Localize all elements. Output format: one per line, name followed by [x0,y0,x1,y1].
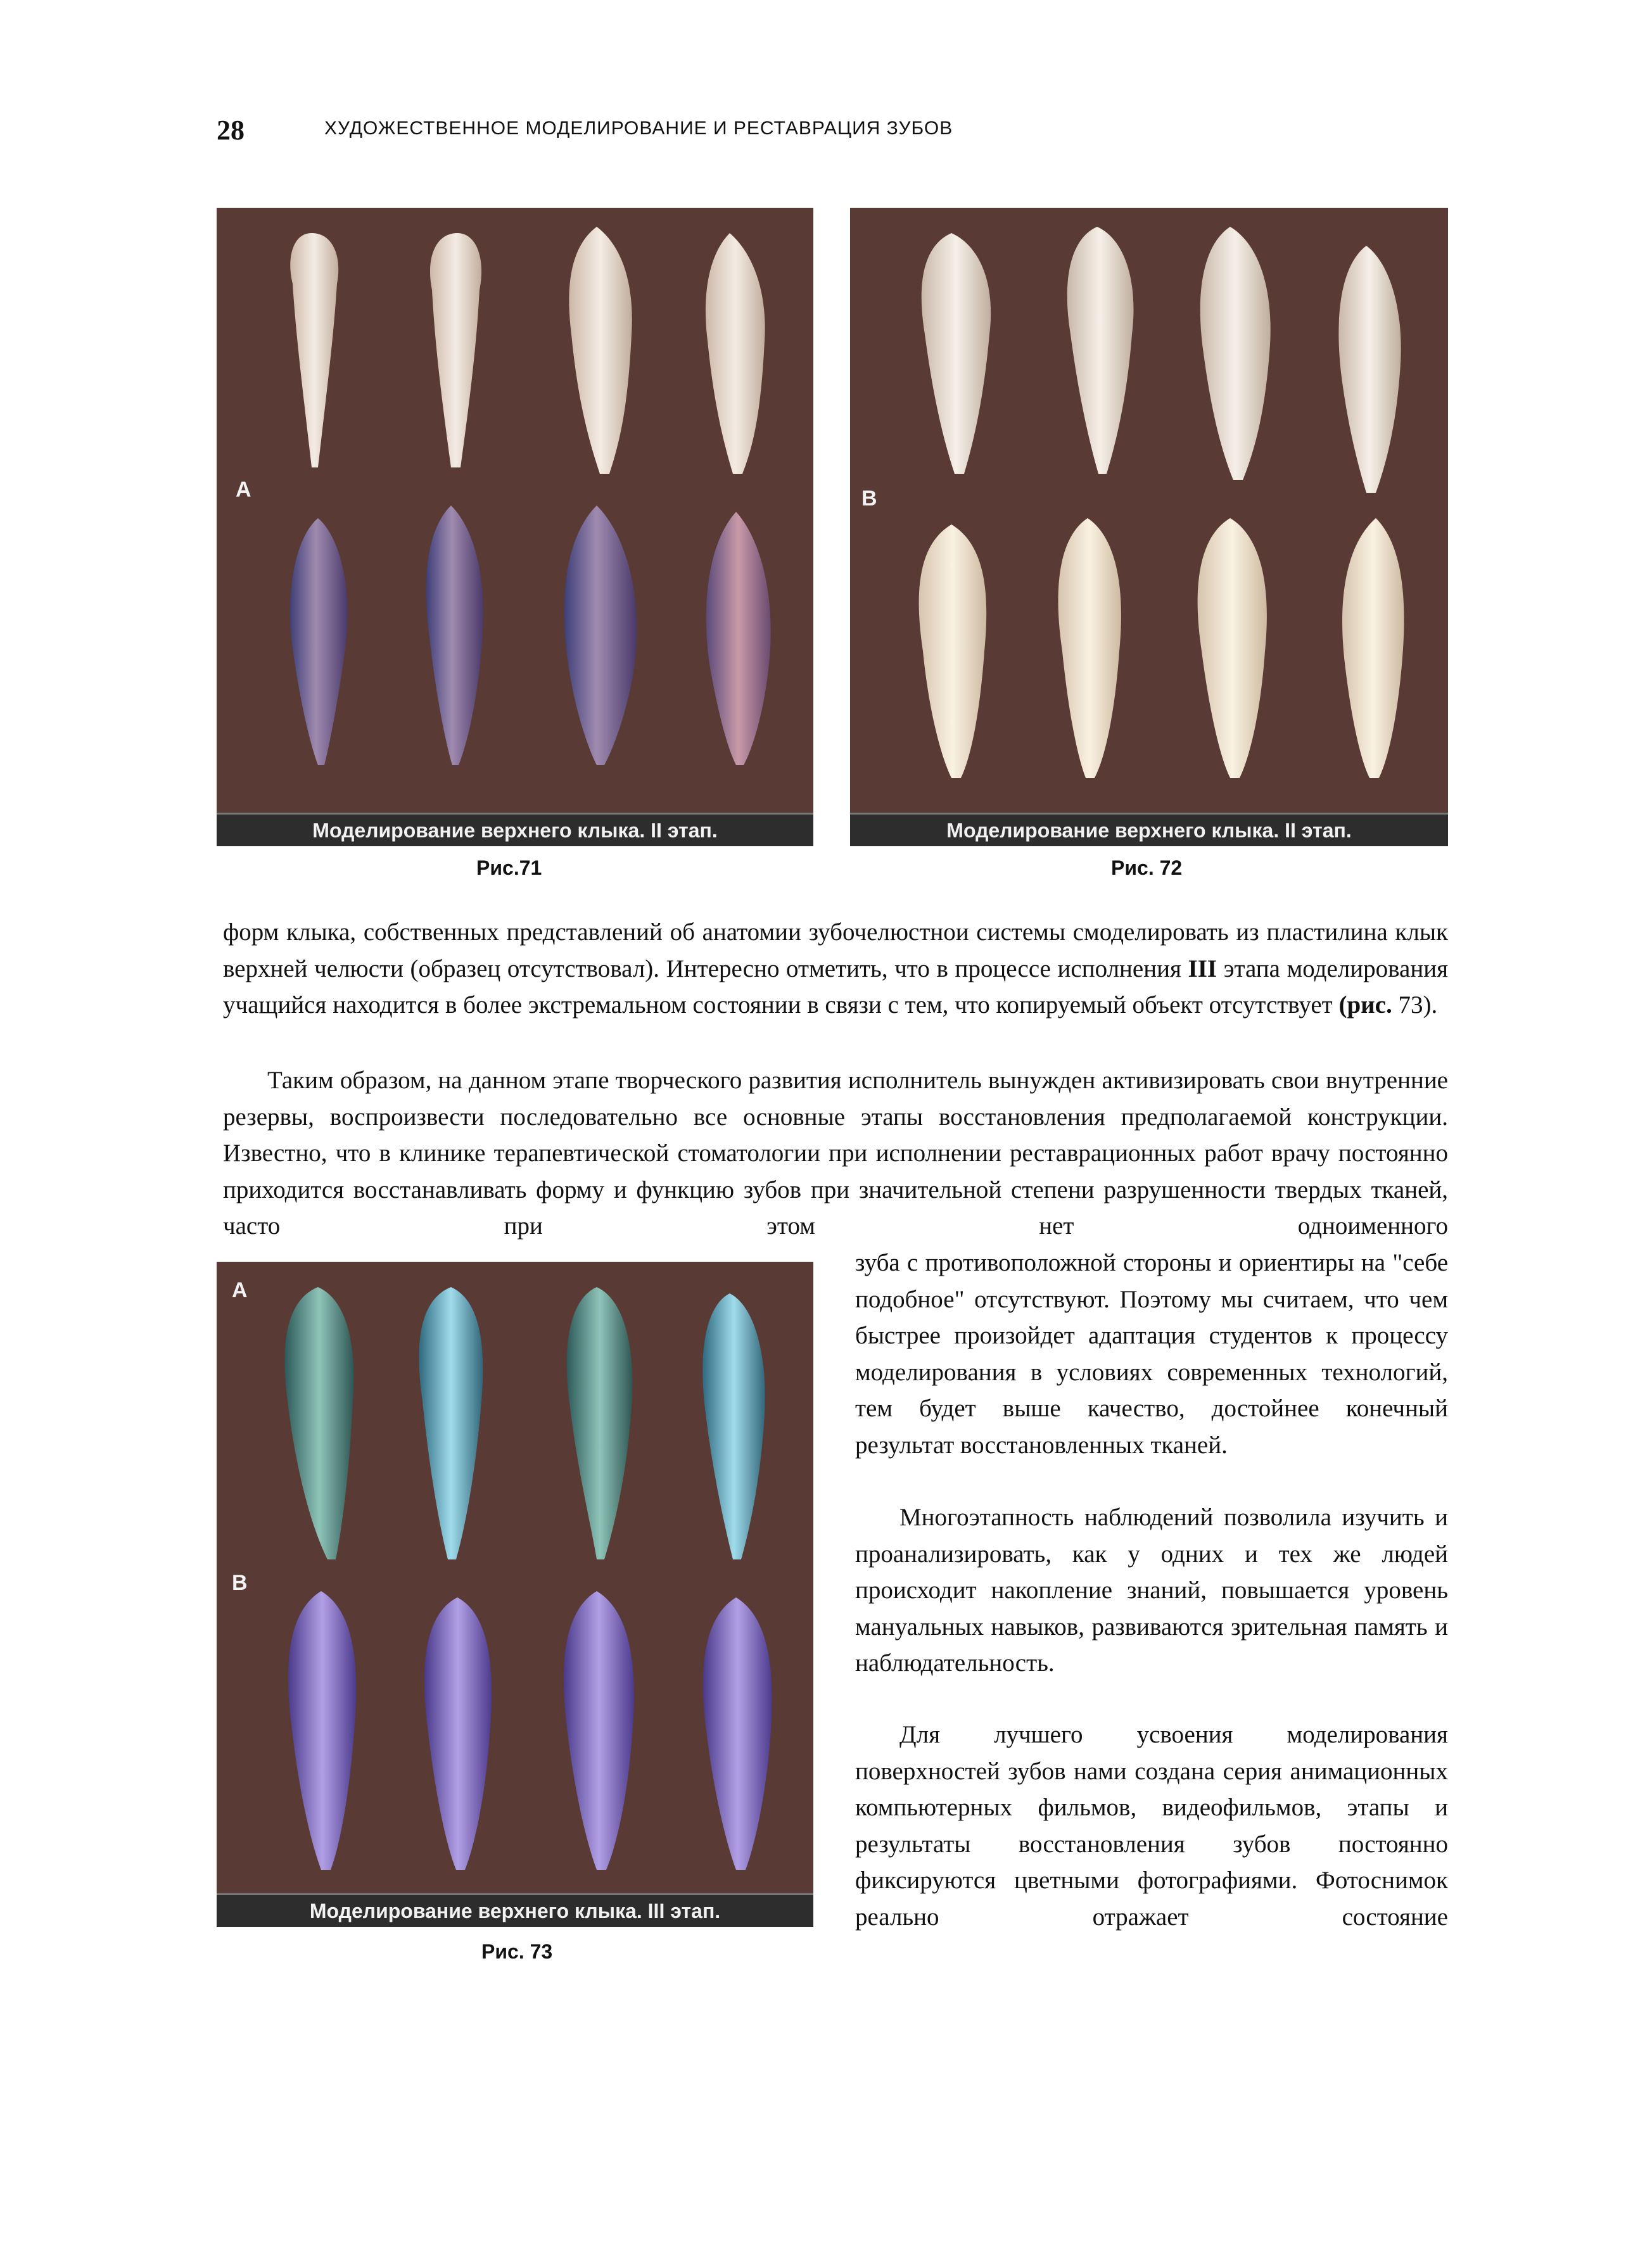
panel-label-a: А [236,478,251,502]
tooth-models-photo-71 [217,208,813,846]
panel-label-b: В [861,486,877,511]
figure-73-photo [217,1262,813,1927]
paragraph-1-bold: III [1188,955,1217,982]
figure-72-label: Рис. 72 [1111,856,1183,879]
paragraph-4: Для лучшего усвоения моделирования поверхностей зубов нами создана серия анимационных компьютерных фильмов, видеофильмов, этапы и результаты восстановления зубов постоянно фиксируются цветными фотографиями. Фотоснимок реально отражает состояние [855,1721,1448,1931]
figure-71-caption: Моделирование верхнего клыка. II этап. [217,813,813,846]
paragraph-1-text-c: 73). [1392,991,1438,1019]
figure-73-caption: Моделирование верхнего клыка. III этап. [217,1893,813,1927]
paragraph-2-continued: зуба с противоположной стороны и ориентиры на "себе подобное" отсутствуют. Поэтому мы считаем, что чем быстрее произойдет адаптация студентов к процессу моделирования в условиях современных технологий, тем будет выше качество, достойнее конечный результат восстановленных тканей. [855,1249,1448,1459]
running-title: ХУДОЖЕСТВЕННОЕ МОДЕЛИРОВАНИЕ И РЕСТАВРАЦИЯ ЗУБОВ [324,118,953,139]
panel-label-a: А [232,1278,248,1302]
paragraph-1-ref: (рис. [1338,991,1392,1019]
paragraph-1-text-b: этапа моделирования учащийся находится в более экстремальном состоянии в связи с тем, что копируемый объект отсутствует [223,955,1449,1019]
paragraph-3: Многоэтапность наблюдений позволила изучить и проанализировать, как у одних и тех же людей происходит накопление знаний, повышается уровень мануальных навыков, развиваются зрительная память и наблюдательность. [855,1504,1448,1677]
figure-72-photo [850,208,1448,846]
paragraph-1-text-a: форм клыка, собственных представлений об анатомии зубочелюстнои системы смоделировать из пластилина клык верхней челюсти (образец отсутствовал). Интересно отметить, что в процессе исполнения [223,918,1448,982]
paragraph-1 [223,914,1448,1024]
figure-73-label: Рис. 73 [481,1940,553,1963]
figure-71-label: Рис.71 [476,856,542,879]
figure-71-photo [217,208,813,846]
figure-72-caption: Моделирование верхнего клыка. II этап. [850,813,1448,846]
panel-label-b: В [232,1571,248,1595]
paragraph-2: Таким образом, на данном этапе творческого развития исполнитель вынужден активизировать свои внутренние резервы, воспроизвести последовательно все основные этапы восстановления предполагаемой конструкции. Известно, что в клинике терапевтической стоматологии при исполнении реставрационных работ врачу постоянно приходится восстанавливать форму и функцию зубов при значительной степени разрушенности твердых тканей, часто при этом нет одноименного [223,1067,1448,1240]
page-number: 28 [217,115,245,146]
tooth-models-photo-72 [850,208,1448,846]
tooth-models-photo-73 [217,1262,813,1927]
